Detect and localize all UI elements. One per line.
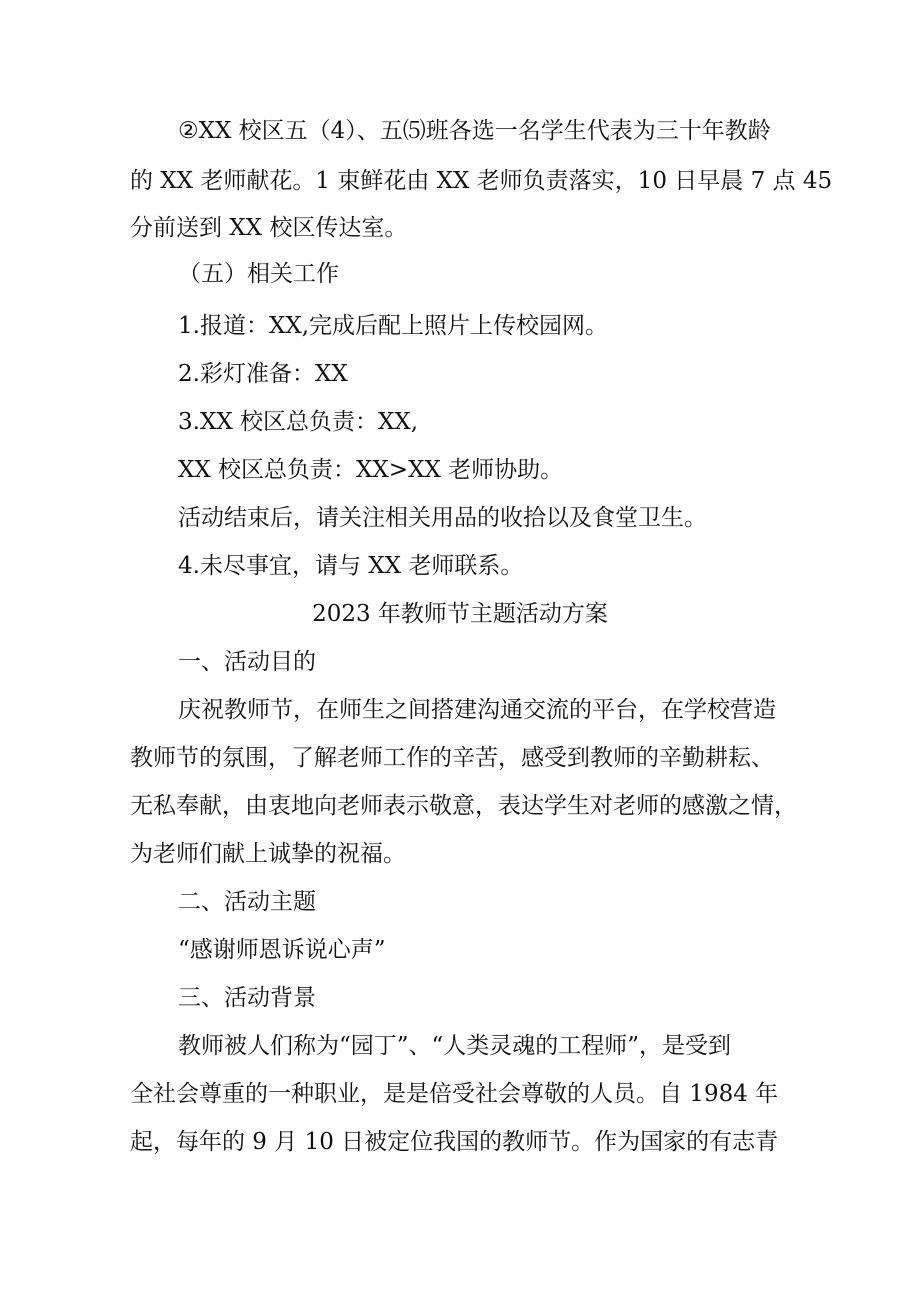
list-item: 活动结束后，请关注相关用品的收拾以及食堂卫生。 (178, 505, 707, 531)
list-item: 3.XX 校区总负责：XX, (178, 409, 419, 435)
section-heading: （五）相关工作 (178, 261, 339, 287)
paragraph-line: 分前送到 XX 校区传达室。 (130, 215, 408, 241)
list-item: 2.彩灯准备：XX (178, 361, 348, 387)
section-heading: 二、活动主题 (178, 889, 316, 915)
paragraph-line: 起，每年的 9 月 10 日被定位我国的教师节。作为国家的有志青 (130, 1129, 779, 1155)
paragraph-line: 为老师们献上诚挚的祝福。 (130, 841, 406, 867)
list-item: XX 校区总负责：XX>XX 老师协助。 (178, 457, 564, 483)
document-title: 2023 年教师节主题活动方案 (312, 601, 608, 627)
section-heading: 三、活动背景 (178, 985, 316, 1011)
paragraph-line: 庆祝教师节，在师生之间搭建沟通交流的平台，在学校营造 (178, 697, 776, 723)
paragraph-line: 的 XX 老师献花。1 束鲜花由 XX 老师负责落实，10 日早晨 7 点 45 (130, 168, 833, 194)
list-item: 1.报道：XX,完成后配上照片上传校园网。 (178, 313, 609, 339)
theme-quote: “感谢师恩诉说心声” (178, 937, 386, 963)
section-heading: 一、活动目的 (178, 649, 316, 675)
paragraph-line: 教师节的氛围，了解老师工作的辛苦，感受到教师的辛勤耕耘、 (130, 745, 774, 771)
paragraph-line: 教师被人们称为“园丁”、“人类灵魂的工程师”，是受到 (178, 1033, 732, 1059)
list-item: 4.未尽事宜，请与 XX 老师联系。 (178, 553, 524, 579)
paragraph-line: 无私奉献，由衷地向老师表示敬意，表达学生对老师的感激之情， (130, 793, 797, 819)
paragraph-line: ②XX 校区五（4）、五⑸班各选一名学生代表为三十年教龄 (178, 118, 771, 144)
paragraph-line: 全社会尊重的一种职业，是是倍受社会尊敬的人员。自 1984 年 (130, 1081, 779, 1107)
